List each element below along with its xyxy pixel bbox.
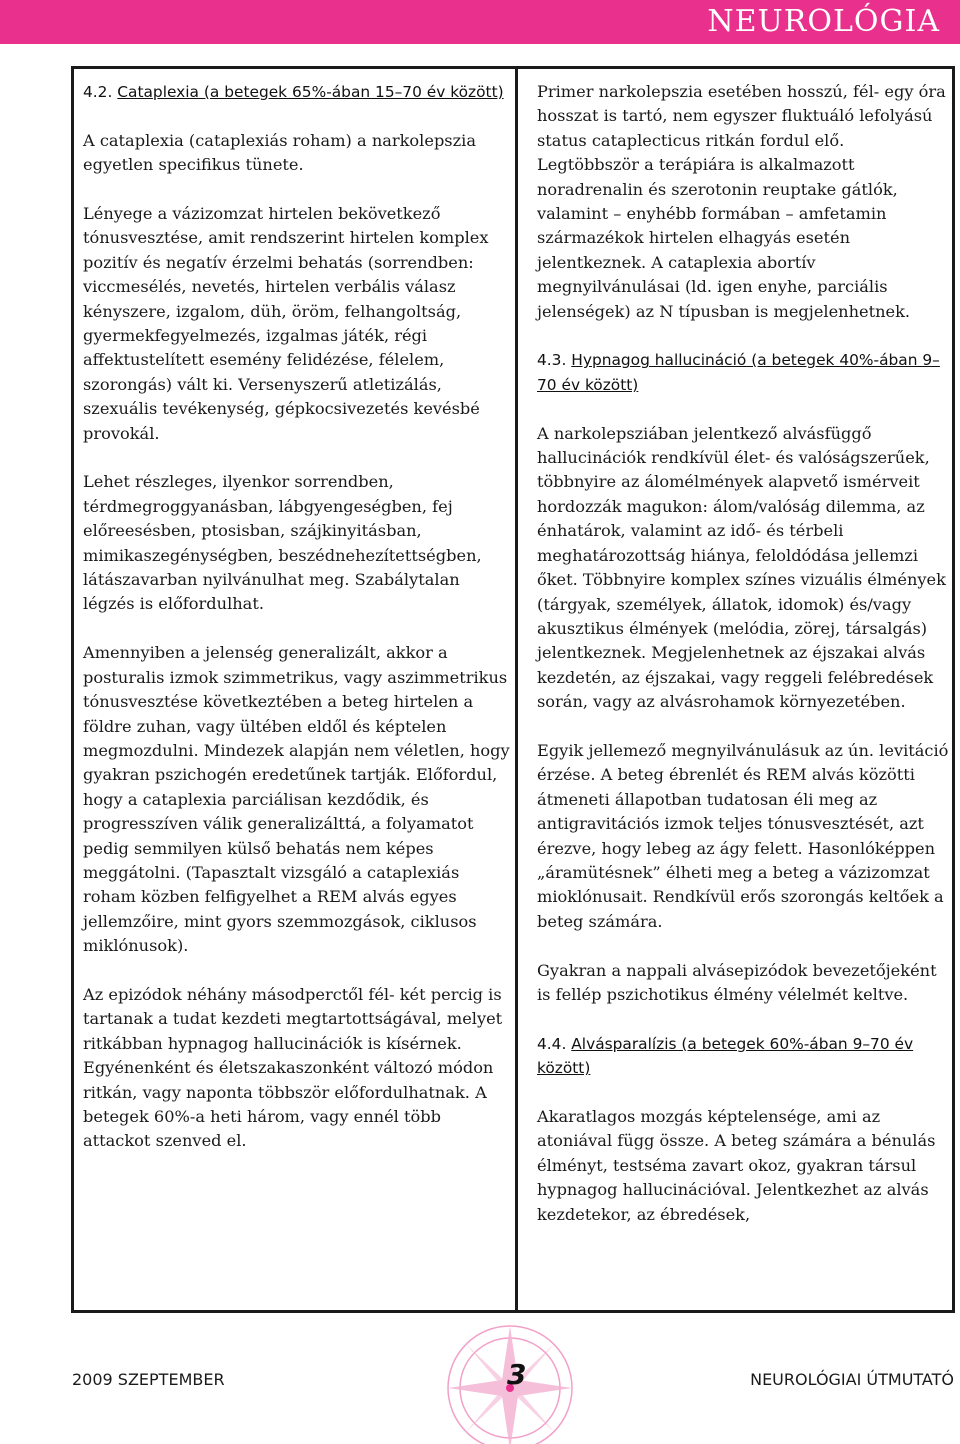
section-title: Cataplexia (a betegek 65%-ában 15–70 év között): [117, 83, 504, 101]
paragraph: Lényege a vázizomzat hirtelen bekövetkező tónusvesztése, amit rendszerint hirtelen komplex pozitív és negatív érzelmi behatás (sorrendben: viccmesélés, nevetés, hirtelen verbális válasz kényszere, izgalom, düh, öröm, felhangoltság, gyermekfegyelmezés, izgalmas játék, régi affektustelített esemény felidézése, félelem, szorongás) vált ki. Versenyszerű atletizálás, szexuális tevékenység, gépkocsivezetés kevésbé provokál.: [83, 204, 489, 443]
paragraph: A narkolepsziában jelentkező alvásfüggő hallucinációk rendkívül élet- és valóságszerűek, többnyire az álomélmények alapvető ismérveit hordozzák magukon: álom/valóság dilemma, az énhatárok, valamint az idő- és térbeli meghatározottság hiánya, feloldódása jellemzi őket. Többnyire komplex színes vizuális élmények (tárgyak, személyek, állatok, idomok) és/vagy akusztikus élmények (melódia, zörej, társalgás) jelentkeznek. Megjelenhetnek az éjszakai alvás kezdetén, az éjszakai, vagy reggeli felébredések során, vagy az alvásrohamok környezetében.: [537, 423, 946, 712]
left-column: [83, 80, 513, 1178]
paragraph: Lehet részleges, ilyenkor sorrendben, térdmegroggyanásban, lábgyengeségben, fej előreesésben, ptosisban, szájkinyitásban, mimikaszegénységben, beszédnehezítettségben, látászavarban nyilvánulhat meg. Szabálytalan légzés is előfordulhat.: [83, 472, 482, 614]
column-divider: [515, 66, 518, 1313]
paragraph: A cataplexia (cataplexiás roham) a narkolepszia egyetlen specifikus tünete.: [83, 130, 476, 175]
section-title: Alvásparalízis (a betegek 60%-ában 9–70 év között): [537, 1034, 914, 1078]
page-number: 3: [507, 1358, 527, 1391]
paragraph: Akaratlagos mozgás képtelensége, ami az atoniával függ össze. A beteg számára a bénulás élményt, testséma zavart okoz, gyakran társul hypnagog hallucinációval. Jelentkezhet az alvás kezdetekor, az ébredések,: [537, 1106, 936, 1224]
paragraph: Egyik jellemező megnyilvánulásuk az ún. levitáció érzése. A beteg ébrenlét és REM alvás közötti átmeneti állapotban tudatosan éli meg az antigravitációs izmok teljes tónusvesztését, azt érezve, hogy lebeg az ágy felett. Hasonlóképpen „áramütésnek” élheti meg a beteg a vázizomzat mioklónusait. Rendkívül erős szorongás keltőek a beteg számára.: [537, 740, 949, 931]
paragraph: Amennyiben a jelenség generalizált, akkor a posturalis izmok szimmetrikus, vagy aszimmetrikus tónusvesztése következtében a beteg hirtelen a földre zuhan, vagy ültében eldől és képtelen megmozdulni. Mindezek alapján nem véletlen, hogy gyakran pszichogén eredetűnek tartják. Előfordul, hogy a cataplexia parciálisan kezdődik, és progresszíven válik generalizálttá, a folyamatot pedig semmilyen külső behatás nem képes meggátolni. (Tapasztalt vizsgáló a cataplexiás roham közben felfigyelhet a REM alvás egyes jellemzőire, mint gyors szemmozgások, ciklusos miklónusok).: [83, 643, 510, 956]
section-heading-4-2: [83, 80, 513, 104]
footer-date: 2009 SZEPTEMBER: [72, 1370, 225, 1389]
section-heading-4-3: [537, 348, 949, 397]
journal-title: NEUROLÓGIA: [707, 4, 940, 39]
header-bar: [0, 0, 960, 44]
right-column: [537, 80, 949, 1251]
section-heading-4-4: [537, 1032, 949, 1081]
section-title: Hypnagog hallucináció (a betegek 40%-ában 9–70 év között): [537, 351, 940, 394]
section-number: 4.2.: [83, 83, 113, 101]
section-number: 4.3.: [537, 351, 567, 370]
paragraph: Az epizódok néhány másodperctől fél- két percig is tartanak a tudat kezdeti megtartottságával, melyet ritkábban hypnagog hallucinációk is kísérnek. Egyénenként és életszakaszonként változó módon ritkán, vagy naponta többször előfordulhatnak. A betegek 60%-a heti három, vagy ennél több attackot szenved el.: [83, 984, 503, 1151]
paragraph: Gyakran a nappali alvásepizódok bevezetőjeként is fellép pszichotikus élmény vélelmét keltve.: [537, 960, 937, 1004]
footer-publication: NEUROLÓGIAI ÚTMUTATÓ: [750, 1370, 954, 1389]
paragraph: Primer narkolepszia esetében hosszú, fél- egy óra hosszat is tartó, nem egyszer fluktuáló lefolyású status cataplecticus ritkán fordul elő. Legtöbbször a terápiára is alkalmazott noradrenalin és szerotonin reuptake gátlók, valamint – enyhébb formában – amfetamin származékok hirtelen elhagyás esetén jelentkeznek. A cataplexia abortív megnyilvánulásai (ld. igen enyhe, parciális jelenségek) az N típusban is megjelenhetnek.: [537, 82, 946, 321]
section-number: 4.4.: [537, 1034, 567, 1053]
